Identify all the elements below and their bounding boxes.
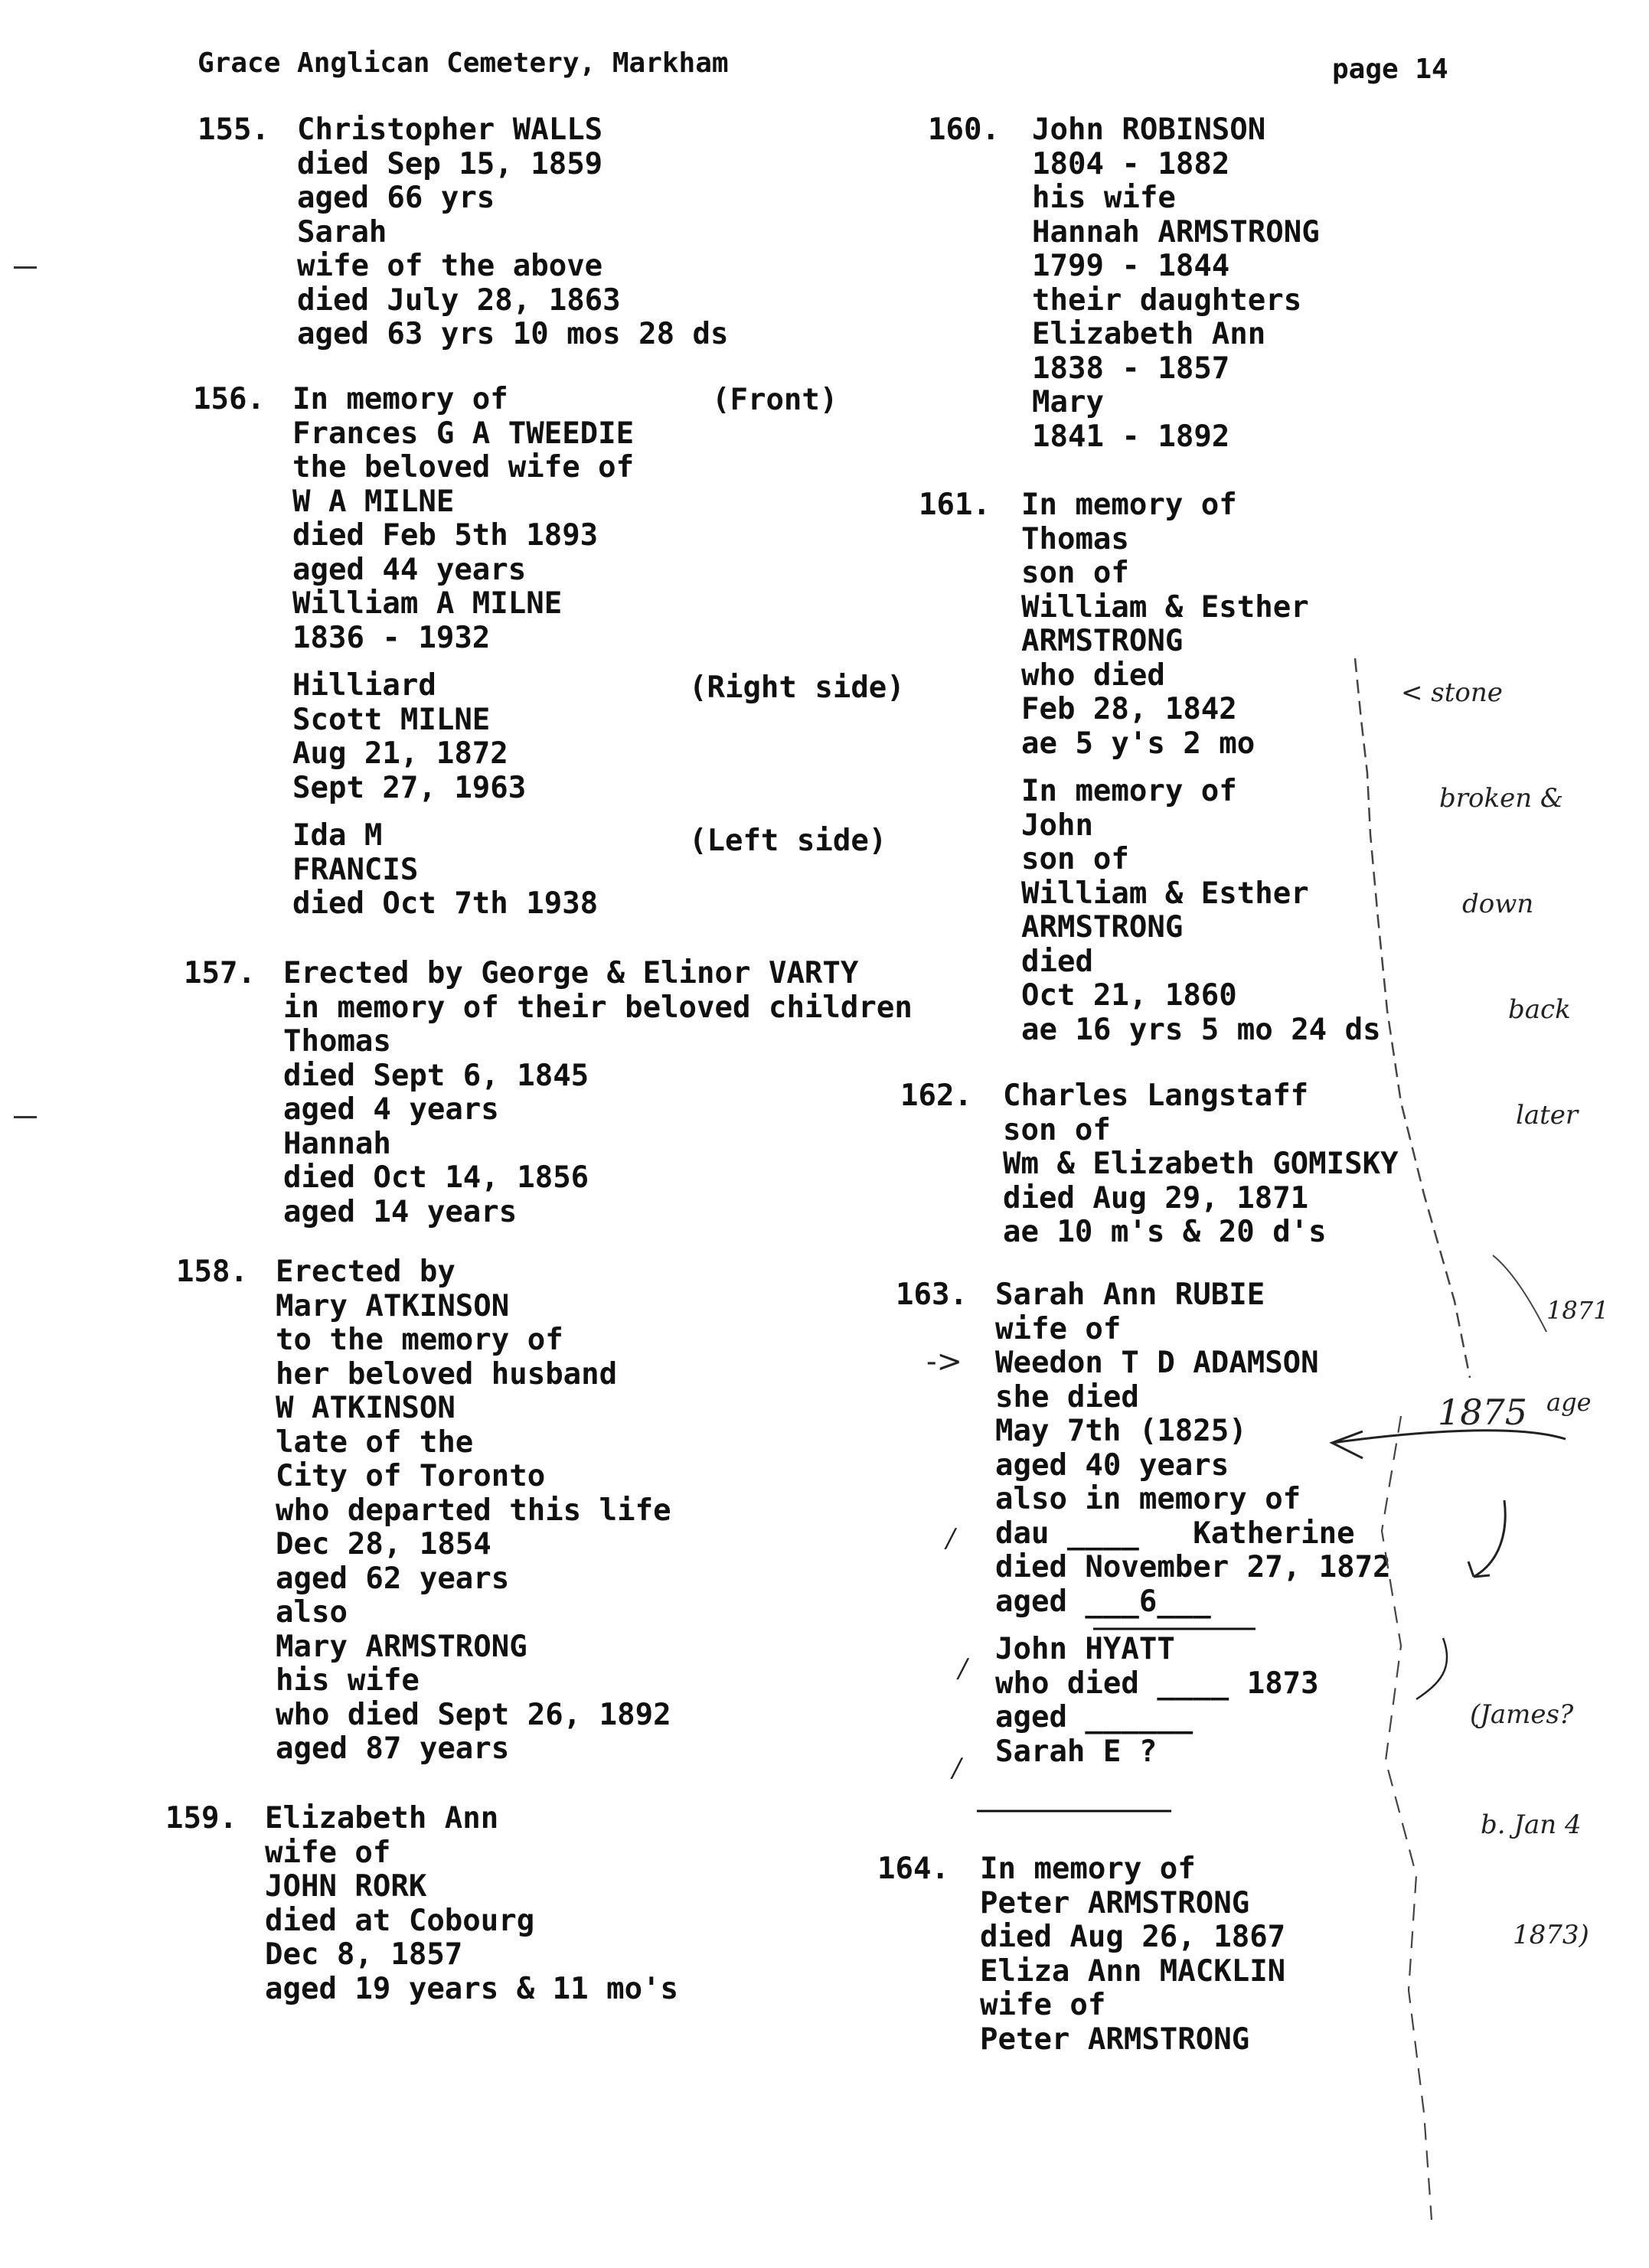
- entry-line: died at Cobourg: [265, 1903, 535, 1938]
- entry-line: died Aug 26, 1867: [980, 1920, 1286, 1954]
- entry-line: son of: [1003, 1112, 1111, 1147]
- entry-line: aged 40 years: [995, 1447, 1229, 1483]
- entry-line: ae 5 y's 2 mo: [1021, 726, 1256, 761]
- entry-number: 158.: [176, 1255, 248, 1289]
- entry-line: she died: [995, 1379, 1139, 1415]
- entry-line: Oct 21, 1860: [1021, 978, 1237, 1013]
- entry-line: dau ____ Katherine: [995, 1516, 1355, 1551]
- entry-line: the beloved wife of: [292, 450, 635, 485]
- entry-line: Peter ARMSTRONG: [980, 2022, 1250, 2057]
- entry-line: died Oct 14, 1856: [283, 1160, 589, 1195]
- entry-line: 1841 - 1892: [1032, 419, 1230, 454]
- entry-line: died Sep 15, 1859: [297, 146, 603, 181]
- entry-line: aged 14 years: [283, 1194, 518, 1229]
- handwritten-check: /: [946, 1523, 955, 1554]
- entry-line: ARMSTRONG: [1021, 624, 1184, 658]
- entry-line: 1804 - 1882: [1032, 146, 1230, 181]
- entry-line: aged 63 yrs 10 mos 28 ds: [297, 317, 729, 351]
- handwritten-james-note: (James? b. Jan 4 1873): [1470, 1699, 1589, 1950]
- entry-line: also in memory of: [995, 1482, 1301, 1516]
- entry-line: wife of the above: [297, 249, 603, 283]
- entry-line: aged 66 yrs: [297, 181, 495, 215]
- page-number: page 14: [1332, 54, 1448, 85]
- side-label-right: (Right side): [689, 671, 905, 705]
- entry-line: their daughters: [1032, 282, 1302, 318]
- handwritten-arrow: ->: [926, 1344, 963, 1379]
- entry-line: aged 87 years: [276, 1731, 510, 1766]
- entry-line: In memory of: [292, 382, 508, 416]
- entry-line: FRANCIS: [292, 852, 419, 887]
- entry-line: died Sept 6, 1845: [283, 1058, 589, 1093]
- entry-line: died Feb 5th 1893: [292, 518, 599, 553]
- entry-line: City of Toronto: [276, 1459, 546, 1493]
- entry-number: 163.: [896, 1278, 968, 1312]
- entry-line: Sarah Ann RUBIE: [995, 1278, 1265, 1312]
- entry-line: Thomas: [1021, 521, 1129, 556]
- entry-line: wife of: [265, 1835, 391, 1870]
- entry-line: his wife: [276, 1663, 420, 1698]
- entry-line: W A MILNE: [292, 484, 455, 519]
- handwritten-stone-note: < stone broken & down back later: [1401, 677, 1579, 1131]
- handwritten-check: /: [952, 1753, 962, 1783]
- entry-line: Erected by: [276, 1255, 456, 1289]
- entry-line: Dec 28, 1854: [276, 1527, 491, 1561]
- entry-line: Hannah: [283, 1126, 391, 1161]
- entry-line: Thomas: [283, 1024, 391, 1059]
- entry-line: who died: [1021, 658, 1165, 693]
- entry-line: Dec 8, 1857: [265, 1937, 463, 1972]
- entry-line: son of: [1021, 842, 1129, 876]
- entry-line: her beloved husband: [276, 1356, 618, 1392]
- entry-line: May 7th (1825): [995, 1414, 1247, 1448]
- entry-line: William & Esther: [1021, 589, 1309, 625]
- entry-line: Erected by George & Elinor VARTY: [283, 956, 859, 990]
- entry-line: his wife: [1032, 181, 1176, 215]
- entry-line: who died ____ 1873: [995, 1666, 1319, 1701]
- handwritten-1875: 1875: [1438, 1392, 1528, 1433]
- entry-number: 161.: [919, 488, 991, 522]
- entry-line: John ROBINSON: [1032, 113, 1266, 147]
- entry-line: John: [1021, 808, 1093, 843]
- entry-line: John HYATT: [995, 1632, 1175, 1666]
- entry-line: 1836 - 1932: [292, 620, 491, 655]
- entry-number: 159.: [165, 1801, 237, 1836]
- entry-line: aged ___6___: [995, 1584, 1211, 1619]
- entry-line: Hilliard: [292, 668, 436, 703]
- entry-line: wife of: [995, 1311, 1122, 1346]
- entry-line: Peter ARMSTRONG: [980, 1885, 1250, 1920]
- entry-line: JOHN RORK: [265, 1869, 427, 1904]
- entry-line: son of: [1021, 556, 1129, 590]
- entry-line: Ida M: [292, 818, 383, 853]
- entry-line: Wm & Elizabeth GOMISKY: [1003, 1147, 1399, 1181]
- entry-line: ae 16 yrs 5 mo 24 ds: [1021, 1012, 1381, 1047]
- entry-line: who departed this life: [276, 1493, 671, 1528]
- entry-number: 162.: [900, 1079, 972, 1113]
- side-label-left: (Left side): [689, 824, 887, 858]
- entry-line: aged ______: [995, 1700, 1193, 1734]
- entry-line: Scott MILNE: [292, 702, 491, 737]
- entry-line: W ATKINSON: [276, 1391, 456, 1425]
- entry-line: In memory of: [980, 1852, 1196, 1886]
- entry-line: Charles Langstaff: [1003, 1079, 1309, 1113]
- entry-line: Aug 21, 1872: [292, 736, 508, 771]
- entry-line: In memory of: [1021, 774, 1237, 808]
- document-title: Grace Anglican Cemetery, Markham: [198, 47, 729, 79]
- entry-line: William & Esther: [1021, 876, 1309, 911]
- entry-line: ae 10 m's & 20 d's: [1003, 1215, 1327, 1249]
- entry-number: 156.: [193, 382, 265, 416]
- entry-line: ARMSTRONG: [1021, 910, 1184, 945]
- entry-line: Frances G A TWEEDIE: [292, 416, 635, 451]
- entry-line: aged 62 years: [276, 1561, 510, 1596]
- handwritten-1871: 1871 age: [1546, 1296, 1609, 1417]
- entry-line: aged 44 years: [292, 552, 527, 587]
- entry-number: 164.: [877, 1852, 949, 1886]
- entry-line: Weedon T D ADAMSON: [995, 1346, 1319, 1380]
- entry-line: Feb 28, 1842: [1021, 692, 1237, 726]
- side-label-front: (Front): [712, 383, 838, 417]
- entry-number: 157.: [184, 956, 256, 990]
- entry-line: Mary ARMSTRONG: [276, 1629, 527, 1664]
- entry-line: Mary: [1032, 385, 1104, 419]
- entry-line: died: [1021, 944, 1093, 979]
- entry-line: late of the: [276, 1424, 474, 1460]
- entry-line: Christopher WALLS: [297, 113, 603, 147]
- entry-line: aged 4 years: [283, 1092, 499, 1127]
- entry-line: aged 19 years & 11 mo's: [265, 1971, 679, 2006]
- entry-line: 1799 - 1844: [1032, 249, 1230, 283]
- entry-line: died Oct 7th 1938: [292, 886, 599, 921]
- entry-line: 1838 - 1857: [1032, 351, 1230, 386]
- entry-line: died July 28, 1863: [297, 282, 621, 318]
- entry-line: Elizabeth Ann: [265, 1801, 499, 1836]
- entry-number: 160.: [928, 113, 1000, 147]
- entry-line: wife of: [980, 1988, 1106, 2022]
- entry-line: Sarah: [297, 214, 387, 250]
- entry-number: 155.: [198, 113, 269, 147]
- entry-line: Sarah E ?: [995, 1734, 1158, 1769]
- entry-line: in memory of their beloved children: [283, 990, 913, 1025]
- entry-line: died Aug 29, 1871: [1003, 1180, 1309, 1216]
- entry-line: Hannah ARMSTRONG: [1032, 214, 1320, 250]
- handwritten-check: /: [958, 1653, 968, 1684]
- entry-line: Eliza Ann MACKLIN: [980, 1953, 1286, 1989]
- entry-line: also: [276, 1595, 348, 1630]
- entry-line: William A MILNE: [292, 586, 563, 621]
- entry-line: who died Sept 26, 1892: [276, 1697, 671, 1732]
- entry-line: Elizabeth Ann: [1032, 317, 1266, 351]
- entry-line: In memory of: [1021, 488, 1237, 522]
- entry-line: to the memory of: [276, 1323, 563, 1357]
- entry-line: Mary ATKINSON: [276, 1288, 510, 1323]
- entry-line: Sept 27, 1963: [292, 770, 527, 805]
- entry-line: died November 27, 1872: [995, 1550, 1391, 1584]
